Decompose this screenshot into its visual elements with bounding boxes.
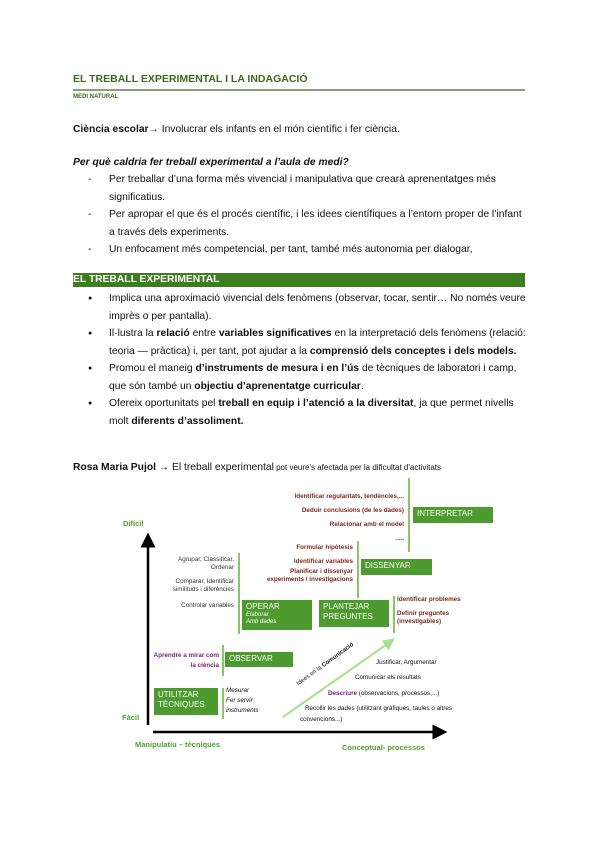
- item: Aprendre a mirar com: [153, 652, 219, 659]
- list-item: - Per treballar d’una forma més vivencial i manipulativa que crearà aprenentatges més significatius.: [88, 171, 528, 206]
- plantejar-box: [319, 600, 389, 627]
- text: .: [360, 380, 364, 392]
- section-heading: EL TREBALL EXPERIMENTAL: [73, 273, 525, 287]
- sub: Elaborar: [246, 612, 269, 618]
- bold-text: diferents d’assoliment.: [131, 415, 244, 427]
- axis-label-right: Conceptual- processos: [342, 743, 425, 752]
- item: (investigables): [397, 618, 442, 625]
- text: Promou el maneig: [109, 363, 196, 374]
- text: El treball experimental: [172, 462, 274, 473]
- operar-items: [173, 556, 234, 610]
- bold-text: d’instruments de mesura i en l’ús: [195, 363, 360, 374]
- label: PLANTEJAR: [323, 602, 370, 611]
- page-subtitle: MEDI NATURAL: [73, 94, 119, 100]
- communication-item: Recollir les dades (utilitzant gràfiques, taules o altres: [305, 705, 452, 712]
- text: en la interpretació dels fenòmens (relació: teoria — pràctica) i, per tant, pot ajudar a la: [109, 328, 526, 357]
- text: entre: [189, 328, 219, 339]
- observar-box: OBSERVAR: [225, 652, 293, 667]
- text: Descriure: [328, 690, 358, 697]
- item: Definir preguntes: [397, 610, 450, 617]
- bold-text: comprensió dels conceptes i dels models.: [309, 345, 517, 357]
- bracket-line: [393, 596, 395, 633]
- text: Implica una aproximació vivencial dels fenòmens (observar, tocar, sentir… No només veure imprès o per pantalla).: [109, 293, 526, 322]
- utilitzar-box: [154, 688, 218, 715]
- bracket-line: [238, 553, 240, 634]
- text: (observacions, processos,...): [357, 690, 440, 697]
- arrow: →: [155, 462, 172, 473]
- question-heading: Per què caldria fer treball experimental a l’aula de medi?: [73, 157, 349, 168]
- item: Formular hipòtesis: [296, 544, 353, 551]
- label: OPERAR: [246, 602, 280, 611]
- interpretar-box: INTERPRETAR: [413, 507, 493, 523]
- label: UTILITZAR: [158, 690, 199, 699]
- sub: Amb dades: [246, 619, 277, 625]
- item: Deduir conclusions (de les dades): [301, 507, 404, 514]
- item: Identificar variables: [293, 557, 353, 565]
- plantejar-items: [397, 596, 461, 626]
- item: Controlar variables: [181, 602, 234, 609]
- text: , ja que permet nivells molt: [109, 398, 514, 427]
- text: Ofereix oportunitats pel: [109, 398, 219, 409]
- text: de tècniques de laboratori i camp, que són també un: [109, 363, 517, 392]
- item: Planificar i dissenyar: [290, 568, 353, 575]
- bracket-line: [408, 478, 410, 552]
- communication-item: [328, 690, 439, 698]
- observar-items: [154, 651, 219, 671]
- intro-term: Ciència escolar: [73, 124, 149, 135]
- text: Il·lustra la: [109, 328, 157, 339]
- bracket-line: [357, 541, 359, 598]
- communication-item: Comunicar els resultats: [355, 674, 421, 681]
- communication-item: Justificar, Argumentar: [376, 659, 437, 666]
- utilitzar-items: [226, 686, 259, 716]
- arrow: →: [148, 124, 159, 135]
- item: Agrupar, Classificar,: [178, 556, 234, 563]
- bracket-line: [222, 688, 224, 719]
- bracket-line: [222, 645, 224, 676]
- bold-text: treball en equip i l’atenció a la diversitat: [218, 398, 414, 409]
- item: instruments: [226, 707, 259, 714]
- item: Ordenar: [210, 564, 234, 571]
- dissenyar-box: DISSENYAR: [361, 559, 432, 575]
- item: Identificar problemes: [397, 596, 461, 603]
- item: similituds i diferències: [172, 586, 234, 593]
- text: Comunicació: [320, 641, 356, 669]
- axis-label-top: Difícil: [123, 519, 144, 528]
- label: PREGUNTES: [323, 612, 373, 621]
- label: TÈCNIQUES: [158, 700, 205, 709]
- item: experiments / investigacions: [266, 576, 353, 583]
- axis-label-left: Manipulatiu – tècniques: [135, 740, 221, 749]
- text: Idees en la: [295, 664, 325, 688]
- bold-text: relació: [156, 328, 190, 339]
- text: pot veure's afectada per la dificultat d'activitats: [273, 463, 442, 472]
- bold-text: objectiu d’aprenentatge curricular: [194, 380, 361, 392]
- bold-text: variables significatives: [218, 328, 332, 339]
- dissenyar-items: [267, 541, 353, 584]
- item: Relacionar amb el model: [329, 521, 404, 528]
- item: Comparar, Identificar: [175, 578, 234, 585]
- communication-item: convencions...): [300, 716, 343, 723]
- list-item: - Un enfocament més competencial, per tant, també més autonomia per dialogar,: [88, 241, 528, 259]
- item: Fer servir: [226, 697, 253, 704]
- intro-text: Involucrar els infants en el món científic i fer ciència.: [158, 124, 400, 135]
- item: Identificar regularitats, tendències,...: [294, 493, 404, 500]
- item: .....: [395, 535, 404, 542]
- item: la ciència: [190, 662, 219, 669]
- axis-label-bottom: Fàcil: [122, 713, 140, 722]
- list-item: - Per apropar el que és el procés científic, i les idees científiques a l’entorn proper de l’infant a través dels experiments.: [88, 206, 528, 241]
- item: Mesurar: [226, 687, 250, 694]
- interpretar-items: [294, 490, 404, 546]
- operar-box: [242, 600, 312, 630]
- author: Rosa Maria Pujol: [73, 462, 156, 473]
- page-title: EL TREBALL EXPERIMENTAL I LA INDAGACIÓ: [73, 73, 308, 85]
